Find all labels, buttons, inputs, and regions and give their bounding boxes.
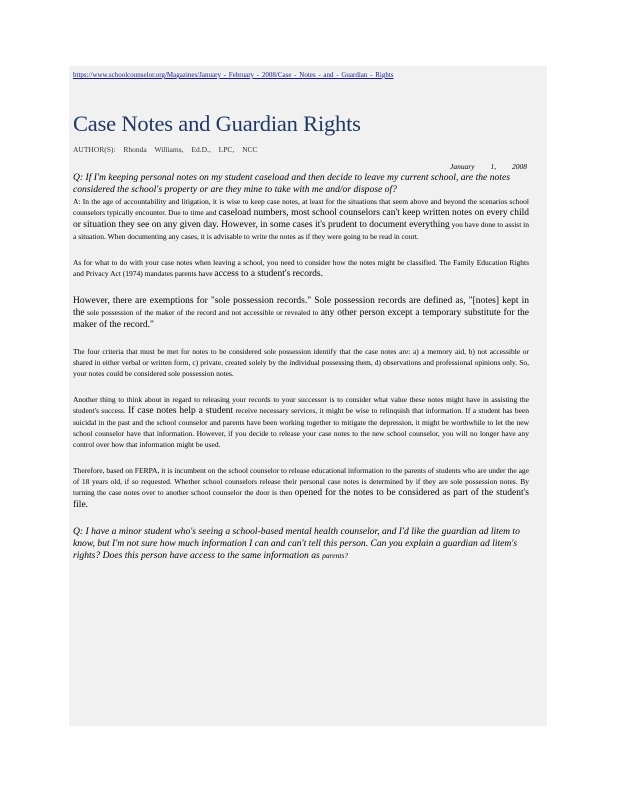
question-2-tail: parents?: [322, 551, 349, 560]
author-line: AUTHOR(S): Rhonda Williams, Ed.D., LPC, NCC: [73, 145, 258, 154]
answer-paragraph-1: [73, 196, 529, 242]
answer-1-text-a: A: In the age of accountability and litigation, it is wise to keep case notes, at least for the situations that seem above and beyond the scenarios school counselors typically encounter. Due to time and: [73, 197, 529, 217]
question-2-text: Q: I have a minor student who's seeing a school-based mental health counselor, and I'd like the guardian ad litem to know, but I'm not sure how much information I can and can't tell this person. Can you explain a guardian ad litem's rights? Does this person have access to the same information as: [73, 526, 520, 561]
paragraph-2: [73, 257, 529, 280]
paragraph-6-text-b: opened for the notes to be considered as part of the student's file.: [73, 488, 530, 510]
publish-date: January 1, 2008: [450, 162, 527, 171]
paragraph-3: [73, 295, 529, 331]
paragraph-4: The four criteria that must be met for notes to be considered sole possession identify that the case notes are: a) a memory aid, b) not accessible or shared in either verbal or written form, c) private, created solely by the individual possessing them, d) observations and professional opinions only. So, your notes could be considered sole possession notes.: [73, 347, 529, 378]
paragraph-6: [73, 465, 529, 511]
paragraph-2-text-a: As for what to do with your case notes when leaving a school, you need to consider how the notes might be classified. The Family Education Rights and Privacy Act (1974) mandates parents have: [73, 258, 529, 278]
question-1: Q: If I'm keeping personal notes on my student caseload and then decide to leave my current school, are the notes considered the school's property or are they mine to take with me and/or dispose of?: [73, 172, 510, 195]
source-url-link[interactable]: https://www.schoolcounselor.org/Magazines/January - February - 2008/Case - Notes - and - Guardian - Rights: [73, 71, 394, 79]
paragraph-5: [73, 394, 529, 450]
paragraph-3-text-c: any other person except a temporary substitute for the maker of the record.": [73, 308, 530, 330]
paragraph-5-text-c: receive necessary services, it might be wise to relinquish that information. If a student has been suicidal in the past and the school counselor and parents have been working together to mitigate the depression, it might be worthwhile to let the new school counselor have that information. However, if you decide to release your case notes to the new school counselor, you will no longer have any control over how that information might be used.: [73, 406, 530, 449]
page-title: Case Notes and Guardian Rights: [73, 111, 361, 136]
paragraph-3-text-b: sole possession of the maker of the record and not accessible or revealed to: [86, 308, 319, 317]
paragraph-2-text-b: access to a student's records.: [214, 269, 323, 279]
article: [73, 70, 529, 562]
answer-1-text-c: you have done to assist in a situation. When documenting any cases, it is advisable to write the notes as if they were going to be read in court.: [73, 220, 530, 241]
paragraph-5-text-a: Another thing to think about in regard to releasing your records to your successor is to consider what value these notes might have in assisting the student's success.: [73, 395, 529, 415]
question-2: [73, 526, 529, 562]
answer-1-text-b: caseload numbers, most school counselors can't keep written notes on every child or situation they see on any given day. However, in some cases it's prudent to document everything: [73, 208, 530, 230]
paragraph-5-text-b: If case notes help a student: [128, 406, 234, 416]
paragraph-6-text-a: Therefore, based on FERPA, it is incumbent on the school counselor to release educational information to the parents of students who are under the age of 18 years old, if so requested. Whether school counselors release their personal case notes is determined by if they are sole possession notes. By turning the case notes over to another school counselor the door is then: [73, 466, 529, 497]
paragraph-3-text-a: However, there are exemptions for "sole possession records." Sole possession records are defined as, "[notes] kept in the: [73, 296, 529, 318]
